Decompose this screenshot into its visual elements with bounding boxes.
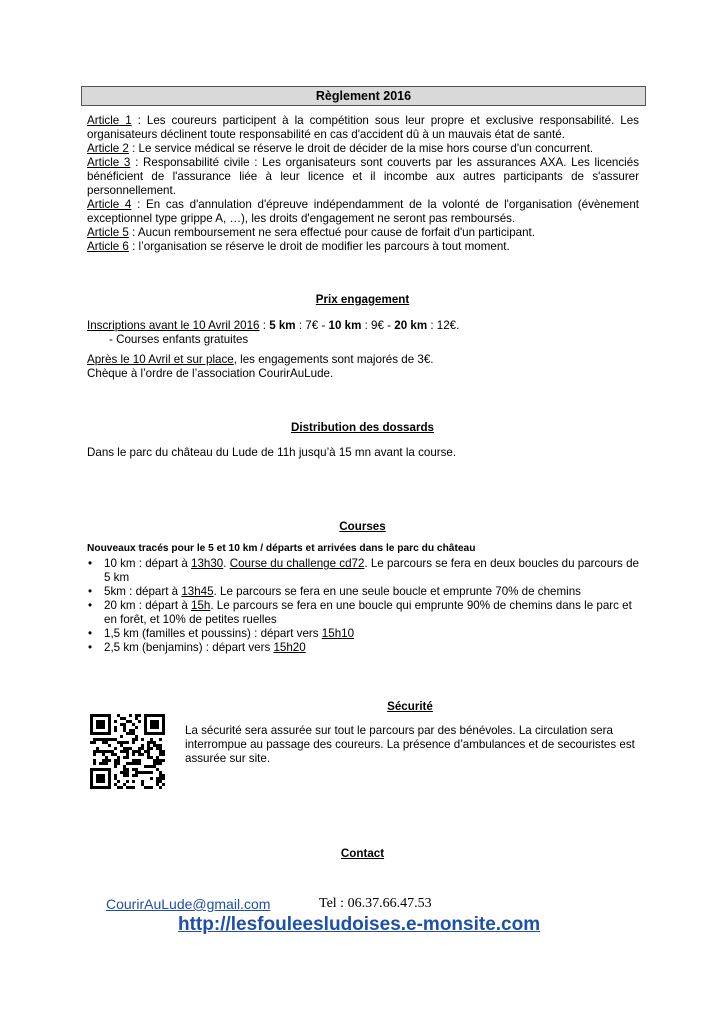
challenge-label: Course du challenge cd72 <box>229 557 365 570</box>
distribution-text: Dans le parc du château du Lude de 11h jusqu’à 15 mn avant la course. <box>87 446 457 459</box>
list-item-1-5km <box>87 627 642 641</box>
article-label: Article 2 <box>87 142 129 155</box>
article-text: : Aucun remboursement ne sera effectué pour cause de forfait d'un participant. <box>128 226 535 239</box>
course-time: 15h <box>191 599 211 612</box>
course-text: . Le parcours se fera en une seule boucle et emprunte 70% de chemins <box>213 585 581 598</box>
reglement-title: Règlement 2016 <box>81 86 646 106</box>
km5-label: 5 km <box>269 319 296 332</box>
article-label: Article 4 <box>87 198 132 211</box>
inscriptions-label: Inscriptions avant le 10 Avril 2016 <box>87 319 260 332</box>
article-label: Article 6 <box>87 240 129 253</box>
inscriptions-line <box>87 319 639 333</box>
article-3 <box>87 156 639 198</box>
contact-email-link[interactable]: CourirAuLude@gmail.com <box>106 896 271 912</box>
contact-title: Contact <box>340 847 385 860</box>
course-text: 20 km : départ à <box>104 599 191 612</box>
course-time: 13h30 <box>191 557 224 570</box>
article-label: Article 1 <box>87 114 132 127</box>
courses-title: Courses <box>339 520 386 533</box>
course-text: . <box>223 557 230 570</box>
list-item-2-5km <box>87 641 642 655</box>
enfants-line: - Courses enfants gratuites <box>109 333 249 346</box>
course-text: 2,5 km (benjamins) : départ vers <box>104 641 274 654</box>
article-text: : Le service médical se réserve le droit de décider de la mise hors course d'un concurrent. <box>128 142 594 155</box>
article-label: Article 3 <box>87 156 131 169</box>
article-4 <box>87 198 639 226</box>
km10-label: 10 km <box>328 319 362 332</box>
course-text: . Le parcours se fera en une boucle qui emprunte 90% de chemins dans le parc et en forêt, et 10% de petites ruelles <box>104 599 632 626</box>
prix-block <box>87 319 639 381</box>
website-link[interactable]: http://lesfouleesludoises.e-monsite.com <box>178 914 541 935</box>
course-text: . Le parcours se fera en deux boucles du parcours de 5 km <box>104 557 639 584</box>
article-label: Article 5 <box>87 226 129 239</box>
km20-label: 20 km <box>394 319 428 332</box>
course-time: 15h20 <box>273 641 306 654</box>
article-text: : l’organisation se réserve le droit de modifier les parcours à tout moment. <box>128 240 510 253</box>
contact-phone: Tel : 06.37.66.47.53 <box>319 896 432 911</box>
list-item-20km <box>87 599 642 627</box>
article-text: : Responsabilité civile : Les organisateurs sont couverts par les assurances AXA. Les licenciés bénéficient de l'assurance liée à leur licence et il incombe aux autres participants de s'assurer personnellement. <box>87 156 639 197</box>
prix-title: Prix engagement <box>315 293 410 306</box>
article-1 <box>87 114 639 142</box>
securite-title: Sécurité <box>387 700 433 713</box>
price5: : 7€ - <box>295 319 329 332</box>
course-time: 13h45 <box>181 585 214 598</box>
article-text: : En cas d'annulation d'épreuve indépendamment de la volonté de l'organisation (évènement exceptionnel type grippe A, …), les droits d'engagement ne seront pas remboursés. <box>87 198 639 225</box>
courses-list <box>87 557 642 655</box>
qr-code-icon <box>90 714 165 789</box>
apres-text: , les engagements sont majorés de 3€. <box>233 353 434 366</box>
securite-text: La sécurité sera assurée sur tout le parcours par des bénévoles. La circulation sera interrompue au passage des coureurs. La présence d’ambulances et de secouristes est assurée sur site. <box>185 724 635 765</box>
separator: : <box>259 319 270 332</box>
list-item-10km <box>87 557 642 585</box>
course-text: 5km : départ à <box>104 585 182 598</box>
price20: : 12€. <box>427 319 460 332</box>
course-time: 15h10 <box>321 627 355 640</box>
list-item-5km <box>87 585 642 599</box>
price10: : 9€ - <box>361 319 395 332</box>
article-5 <box>87 226 639 240</box>
course-text: 1,5 km (familles et poussins) : départ vers <box>104 627 322 640</box>
course-text: 10 km : départ à <box>104 557 191 570</box>
article-text: : Les coureurs participent à la compétition sous leur propre et exclusive responsabilité. Les organisateurs déclinent toute responsabilité en cas d'accident dû à un mauvais état de santé. <box>87 114 639 141</box>
articles-block <box>87 114 639 254</box>
cheque-line: Chèque à l’ordre de l’association CourirAuLude. <box>87 367 334 380</box>
article-2 <box>87 142 639 156</box>
courses-subtitle: Nouveaux tracés pour le 5 et 10 km / départs et arrivées dans le parc du château <box>87 543 476 554</box>
distribution-title: Distribution des dossards <box>290 421 434 434</box>
article-6 <box>87 240 639 254</box>
apres-line <box>87 353 639 367</box>
apres-label: Après le 10 Avril et sur place <box>87 353 234 366</box>
